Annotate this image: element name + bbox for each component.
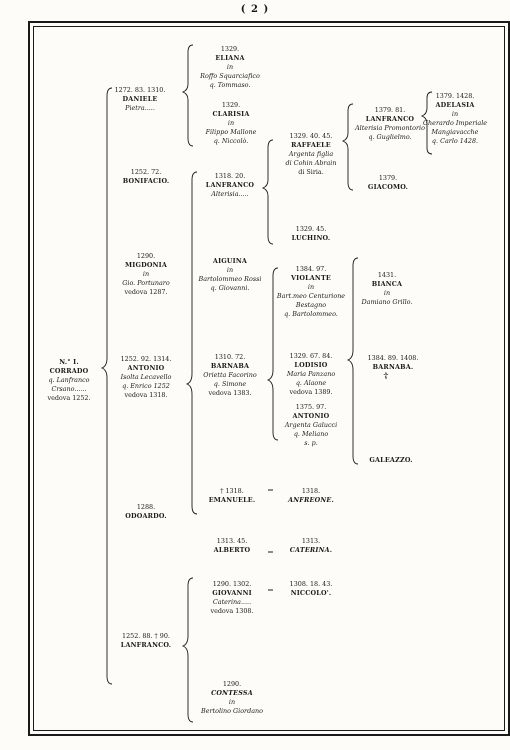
person-name: NICCOLO'. [290,589,332,597]
person-dates: 1379. 81. [374,106,406,114]
person-note: Filippo Mallone [205,128,257,136]
person-note: Caterina..... [212,598,252,606]
person-note: Alterisia Promontorio [355,124,425,132]
person-name: BARNABA. [372,363,414,371]
person-note: Alterisia..... [211,190,249,198]
person-note: in [383,289,391,297]
person-name: LANFRANCO [205,181,255,189]
person-note: in [451,110,459,118]
person-name: BARNABA [210,362,250,370]
person-note: in [226,63,234,71]
person-note: in [307,283,315,291]
person-entry [251,537,371,555]
person-name: ODOARDO. [125,512,167,520]
person-name: GIOVANNI [212,589,252,597]
person-dates: vedova 1308. [210,607,254,615]
person-entry [331,456,451,465]
person-name: DANIELE [122,95,158,103]
person-dates: 1288. [136,503,156,511]
person-name: ANTONIO [292,412,330,420]
person-entry [251,403,371,448]
person-name: RAFFAELE [291,141,331,149]
person-dates: 1329. 45. [295,225,327,233]
person-note: s. p. [304,439,318,447]
person-name: AIGUINA [212,257,248,265]
person-note: in [226,266,234,274]
person-dates: 1290. [222,680,242,688]
person-entry [86,503,206,521]
person-note: q. Alaone [295,379,327,387]
person-note: Damiano Grillo. [361,298,413,306]
person-name: CORRADO [49,367,89,375]
person-name: ALBERTO [213,546,251,554]
person-name: ANTONIO [127,364,165,372]
person-dates: 1329. 40. 45. [289,132,333,140]
person-entry [327,271,447,307]
person-dates: 1313. 45. [216,537,248,545]
person-note: Argenta Galucci [284,421,338,429]
person-dates: 1272. 83. 1310. [114,86,166,94]
person-name: LANFRANCO [365,115,415,123]
person-dates: 1290. [136,252,156,260]
person-note: q. Bartolommeo. [284,310,338,318]
person-note: Pietra..... [125,104,155,112]
person-name: VIOLANTE [290,274,332,282]
person-dates: vedova 1389. [289,388,333,396]
bracket-antonio-children [187,172,197,514]
person-note: Orietta Facorino [203,371,257,379]
cross-icon: ☦ [383,372,389,382]
person-entry [251,225,371,243]
person-dates: 1384. 97. [295,265,327,273]
person-entry [395,92,510,146]
person-name: LODISIO [294,361,328,369]
person-entry [333,354,453,372]
person-dates: vedova 1383. [208,389,252,397]
person-name: CLARISIA [212,110,250,118]
person-dates: 1310. 72. [214,353,246,361]
person-dates: 1252. 72. [130,168,162,176]
person-dates: 1329. [220,45,240,53]
person-note: Bertolino Giordano [201,707,263,715]
person-entry [170,172,290,199]
person-note: Roffo Squarciafico [200,72,260,80]
person-name: LANFRANCO. [120,641,172,649]
person-dates: 1329. 67. 84. [289,352,333,360]
person-dates: 1431. [377,271,397,279]
person-entry [172,680,292,716]
person-dates: 1318. 20. [214,172,246,180]
person-dates: vedova 1318. [124,391,168,399]
page-number: ( 2 ) [240,4,270,15]
person-note: Gherardo Imperiale [422,119,488,127]
person-dates: 1308. 18. 43. [289,580,333,588]
person-note: in [227,119,235,127]
person-entry [86,632,206,650]
person-note: Argenta figlia [288,150,334,158]
person-note: q. Niccolò. [213,137,249,145]
person-note: q. Carlo 1428. [431,137,479,145]
person-name: BONIFACIO. [122,177,170,185]
person-note: q. Meliano [293,430,329,438]
person-note: Bart.meo Centurione [276,292,346,300]
person-dates: 1252. 88. † 90. [122,632,170,640]
person-note: Isolta Lecavello [120,373,172,381]
person-name: CATERINA. [289,546,333,554]
person-note: in [228,698,236,706]
person-note: Bestagno [295,301,327,309]
person-name: ANFREONE. [288,496,334,504]
person-note: q. Tommaso. [209,81,251,89]
person-name: BIANCA [371,280,403,288]
person-entry [328,174,448,192]
person-note: Bartolommeo Rossi [198,275,262,283]
person-entry [251,580,371,598]
person-name: EMANUELE. [208,496,256,504]
person-dates: 1290. 1302. [212,580,252,588]
person-note: Gio. Portunaro [122,279,170,287]
person-dates: 1318. [301,487,321,495]
person-name: ADELASIA [435,101,475,109]
person-dates: vedova 1252. [47,394,91,402]
person-name: MIGDONIA [124,261,168,269]
person-note: di Cohin Abrain [285,159,337,167]
person-entry [170,45,290,90]
person-name: GALEAZZO. [369,456,413,464]
person-note: Maria Panzano [286,370,336,378]
person-dates: 1384. 89. 1408. [367,354,419,362]
person-note: q. Guglielmo. [368,133,412,141]
person-dates: di Siria. [298,168,324,176]
person-note: in [142,270,150,278]
person-entry [251,487,371,505]
person-note: q. Enrico 1252 [122,382,170,390]
person-dates: 1379. 1428. [435,92,475,100]
person-dates: 1379. [378,174,398,182]
person-note: Crsano...... [51,385,87,393]
person-dates: 1313. [301,537,321,545]
person-dates: † 1318. [220,487,244,495]
person-dates: 1252. 92. 1314. [120,355,172,363]
person-name: LUCHINO. [291,234,331,242]
person-note: q. Simone [213,380,247,388]
person-name: ELIANA [215,54,245,62]
person-name: GIACOMO. [367,183,409,191]
person-dates: vedova 1287. [124,288,168,296]
person-note: q. Lanfranco [48,376,90,384]
person-dates: 1375. 97. [295,403,327,411]
person-name: CONTESSA [211,689,253,697]
person-note: q. Giovanni. [210,284,250,292]
person-name: N.° I. [59,358,79,366]
person-entry [251,132,371,177]
person-note: Mangiavacche [431,128,479,136]
person-dates: 1329. [221,101,241,109]
